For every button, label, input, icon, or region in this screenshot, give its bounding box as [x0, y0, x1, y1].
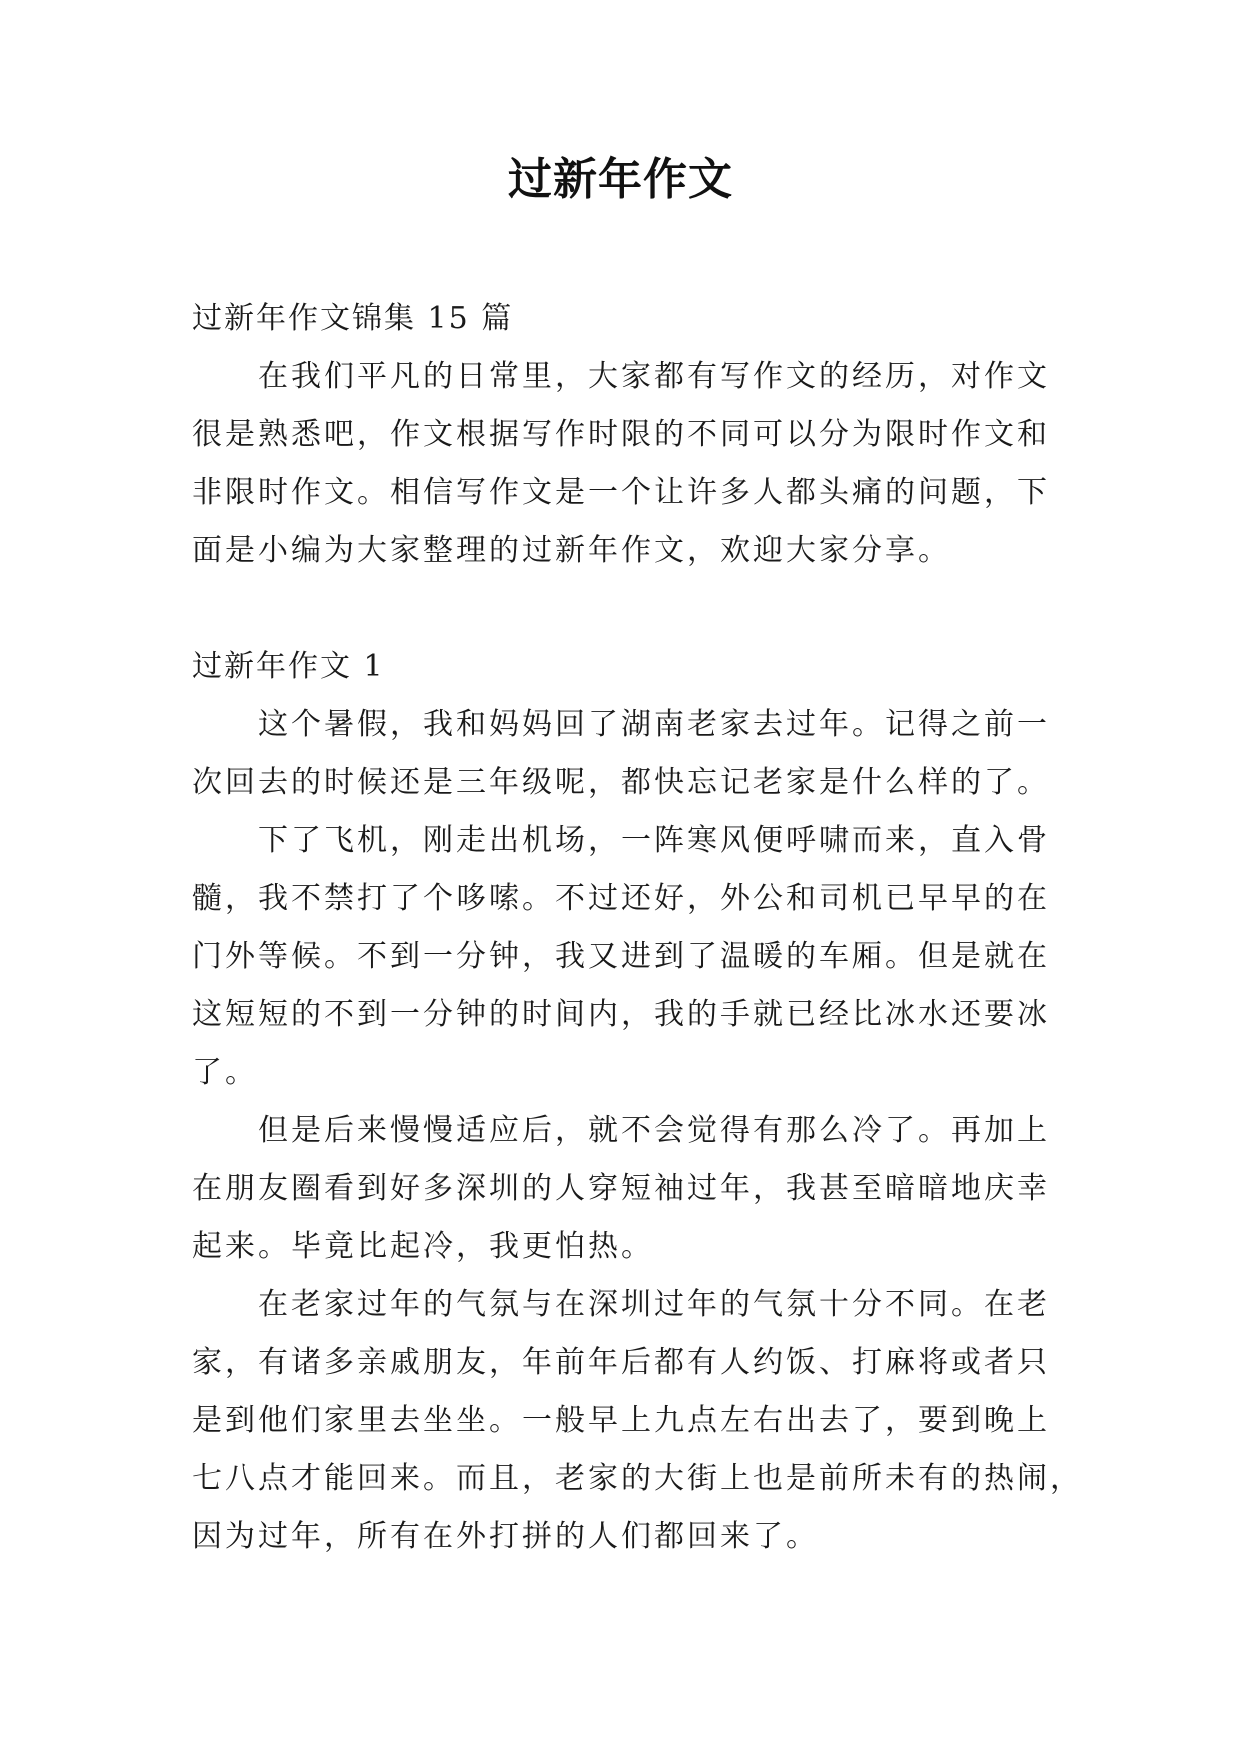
paragraph-line: 在朋友圈看到好多深圳的人穿短袖过年，我甚至暗暗地庆幸: [192, 1171, 1050, 1206]
paragraph-line: 起来。毕竟比起冷，我更怕热。: [192, 1229, 654, 1264]
intro-line: 在我们平凡的日常里，大家都有写作文的经历，对作文: [258, 359, 1050, 394]
paragraph-line: 这个暑假，我和妈妈回了湖南老家去过年。记得之前一: [258, 707, 1050, 742]
intro-paragraph: [192, 348, 1058, 580]
document-title: 过新年作文: [508, 154, 733, 205]
paragraph-line: 七八点才能回来。而且，老家的大街上也是前所未有的热闹，: [192, 1461, 1083, 1496]
paragraph-line: 髓，我不禁打了个哆嗦。不过还好，外公和司机已早早的在: [192, 881, 1050, 916]
paragraph-line: 因为过年，所有在外打拼的人们都回来了。: [192, 1519, 819, 1554]
paragraph-4: [192, 1276, 1083, 1566]
paragraph-2: [192, 812, 1058, 1102]
paragraph-line: 是到他们家里去坐坐。一般早上九点左右出去了，要到晚上: [192, 1403, 1050, 1438]
intro-line: 面是小编为大家整理的过新年作文，欢迎大家分享。: [192, 533, 951, 568]
paragraph-line: 了。: [192, 1055, 258, 1090]
intro-line: 非限时作文。相信写作文是一个让许多人都头痛的问题，下: [192, 475, 1050, 510]
paragraph-1: [192, 696, 1058, 812]
paragraph-line: 在老家过年的气氛与在深圳过年的气氛十分不同。在老: [258, 1287, 1050, 1322]
document-body: [192, 290, 1083, 1566]
section-spacer: [192, 580, 1058, 638]
paragraph-3: [192, 1102, 1058, 1276]
paragraph-line: 下了飞机，刚走出机场，一阵寒风便呼啸而来，直入骨: [258, 823, 1050, 858]
paragraph-line: 但是后来慢慢适应后，就不会觉得有那么冷了。再加上: [258, 1113, 1050, 1148]
paragraph-line: 家，有诸多亲戚朋友，年前年后都有人约饭、打麻将或者只: [192, 1345, 1050, 1380]
paragraph-line: 门外等候。不到一分钟，我又进到了温暖的车厢。但是就在: [192, 939, 1050, 974]
intro-line: 很是熟悉吧，作文根据写作时限的不同可以分为限时作文和: [192, 417, 1050, 452]
paragraph-line: 这短短的不到一分钟的时间内，我的手就已经比冰水还要冰: [192, 997, 1050, 1032]
intro-heading: 过新年作文锦集 15 篇: [192, 301, 514, 336]
essay-heading: 过新年作文 1: [192, 649, 385, 684]
paragraph-line: 次回去的时候还是三年级呢，都快忘记老家是什么样的了。: [192, 765, 1050, 800]
